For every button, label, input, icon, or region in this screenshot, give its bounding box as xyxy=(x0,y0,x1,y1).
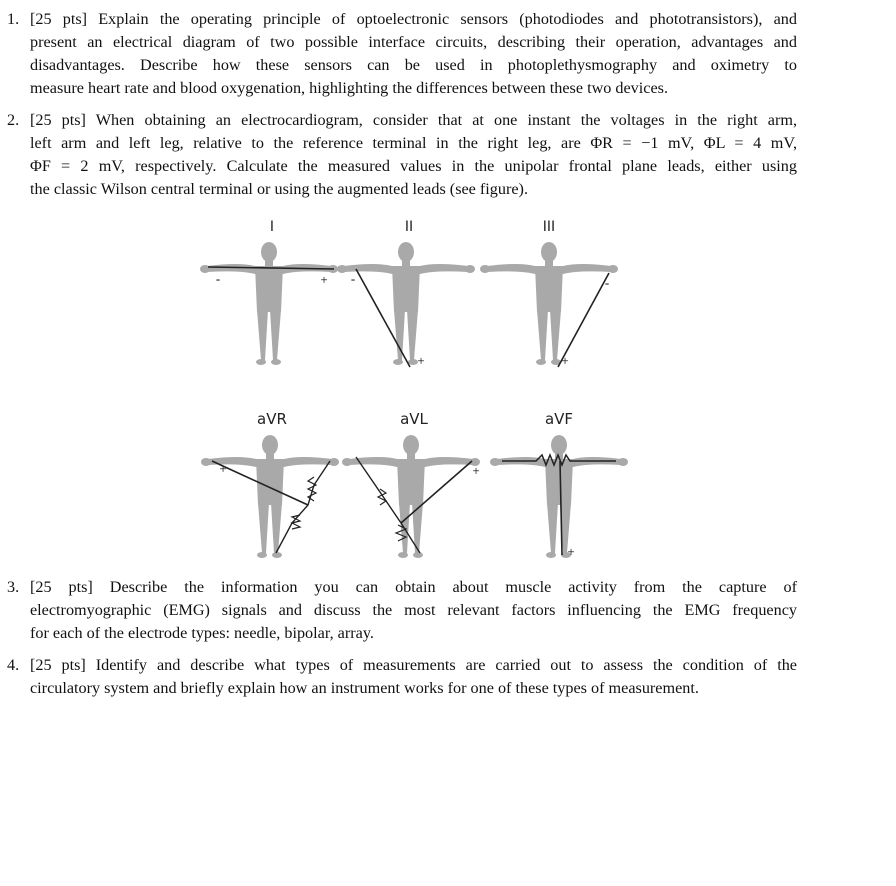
plus-sign: + xyxy=(417,353,425,368)
question-number: 4. xyxy=(7,656,20,674)
plus-sign: + xyxy=(320,272,328,287)
lead-label-aVL: aVL xyxy=(400,410,428,428)
lead-label-aVF: aVF xyxy=(544,410,574,428)
body-figure-lead-III xyxy=(480,242,618,368)
question-line: [25 pts] Identify and describe what types of measurements are carried out to assess the condition of the xyxy=(30,656,797,674)
question-line: left arm and left leg, relative to the reference terminal in the right leg, are ΦR = −1 mV, ΦL = 4 mV, xyxy=(30,134,797,152)
question-text xyxy=(30,576,797,645)
question-line: measure heart rate and blood oxygenation, highlighting the differences between these two devices. xyxy=(30,79,668,97)
question-number: 3. xyxy=(7,578,20,596)
question-line: the classic Wilson central terminal or using the augmented leads (see figure). xyxy=(30,180,528,198)
question-line: electromyographic (EMG) signals and discuss the most relevant factors influencing the EMG frequency xyxy=(30,601,797,619)
lead-label-III: III xyxy=(542,219,556,235)
question-text xyxy=(30,109,797,201)
ecg-leads-figure xyxy=(196,205,636,565)
plus-sign: + xyxy=(219,461,227,476)
body-figure-lead-aVL xyxy=(342,435,480,558)
question-line: present an electrical diagram of two possible interface circuits, describing their operation, advantages and xyxy=(30,33,797,51)
lead-label-I: I xyxy=(269,219,275,235)
question-line: [25 pts] Describe the information you can obtain about muscle activity from the capture of xyxy=(30,578,797,596)
body-figure-lead-I xyxy=(200,242,338,365)
minus-sign: - xyxy=(604,275,610,290)
question-number: 1. xyxy=(7,10,20,28)
plus-sign: + xyxy=(472,463,480,478)
question-line: ΦF = 2 mV, respectively. Calculate the measured values in the unipolar frontal plane leads, either using xyxy=(30,157,797,175)
question-line: circulatory system and briefly explain how an instrument works for one of these types of measurement. xyxy=(30,679,699,697)
question-text xyxy=(30,654,797,700)
question-line: [25 pts] Explain the operating principle of optoelectronic sensors (photodiodes and phototransistors), and xyxy=(30,10,797,28)
plus-sign: + xyxy=(561,353,569,368)
question-text xyxy=(30,8,797,100)
body-figure-lead-II xyxy=(337,242,475,368)
question-line: disadvantages. Describe how these sensors can be used in photoplethysmography and oximetry to xyxy=(30,56,797,74)
question-number: 2. xyxy=(7,111,20,129)
minus-sign: - xyxy=(350,271,356,286)
question-line: for each of the electrode types: needle, bipolar, array. xyxy=(30,624,374,642)
lead-label-aVR: aVR xyxy=(257,410,287,428)
plus-sign: + xyxy=(567,544,575,559)
minus-sign: - xyxy=(215,271,221,286)
body-figure-lead-aVR xyxy=(201,435,339,558)
lead-label-II: II xyxy=(404,219,414,235)
question-line: [25 pts] When obtaining an electrocardiogram, consider that at one instant the voltages in the right arm, xyxy=(30,111,797,129)
body-figure-lead-aVF xyxy=(490,435,628,559)
